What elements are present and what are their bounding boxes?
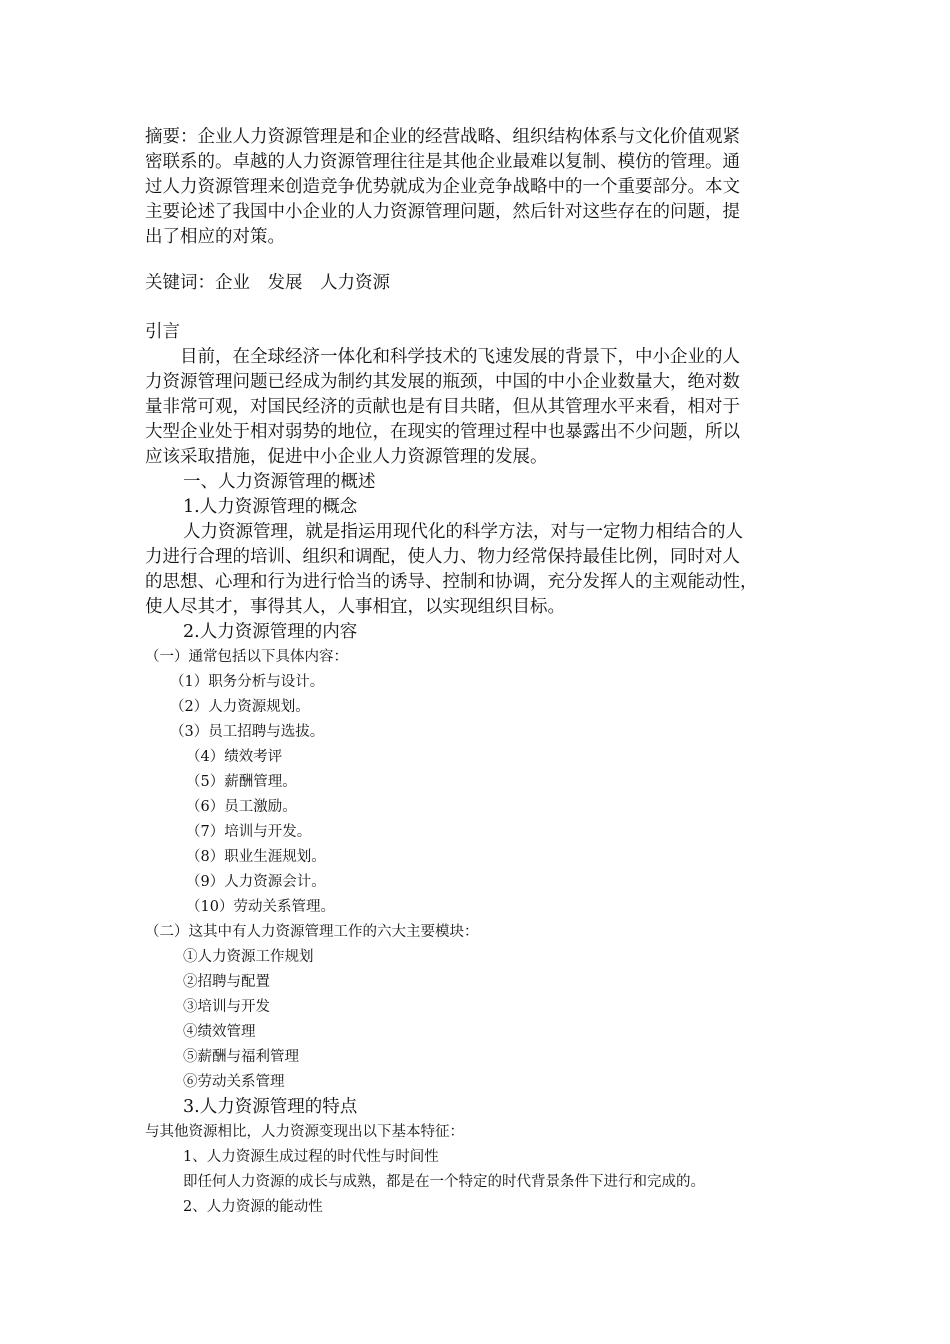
abstract-line: 主要论述了我国中小企业的人力资源管理问题，然后针对这些存在的问题，提: [145, 202, 740, 222]
keywords: 关键词：企业 发展 人力资源: [145, 273, 390, 293]
abstract-line: 密联系的。卓越的人力资源管理往往是其他企业最难以复制、模仿的管理。通: [145, 152, 740, 172]
concept-line: 的思想、心理和行为进行恰当的诱导、控制和协调，充分发挥人的主观能动性，: [145, 572, 758, 592]
abstract-paragraph: [145, 125, 740, 250]
modules-list: [183, 945, 314, 1095]
list-item: （5）薪酬管理。: [186, 774, 297, 790]
concept-line: 力进行合理的培训、组织和调配，使人力、物力经常保持最佳比例，同时对人: [145, 547, 740, 567]
features-intro: 与其他资源相比，人力资源变现出以下基本特征：: [145, 1124, 464, 1140]
list-item: （8）职业生涯规划。: [186, 849, 326, 865]
part1-label: （一）通常包括以下具体内容：: [145, 649, 348, 665]
module-item: ⑥劳动关系管理: [183, 1074, 285, 1090]
concept-line: 使人尽其才，事得其人，人事相宜，以实现组织目标。: [145, 597, 565, 617]
module-item: ②招聘与配置: [183, 974, 270, 990]
section-heading: 一、人力资源管理的概述: [183, 472, 376, 492]
list-item: （1）职务分析与设计。: [170, 674, 325, 690]
list-item: （6）员工激励。: [186, 799, 297, 815]
concept-paragraph: [145, 520, 758, 620]
subheading-features: 3.人力资源管理的特点: [183, 1097, 358, 1117]
intro-paragraph: [145, 345, 740, 470]
subheading-content: 2.人力资源管理的内容: [183, 622, 358, 642]
list-item: （9）人力资源会计。: [186, 874, 326, 890]
intro-line: 目前，在全球经济一体化和科学技术的飞速发展的背景下，中小企业的人: [145, 347, 740, 367]
intro-line: 大型企业处于相对弱势的地位，在现实的管理过程中也暴露出不少问题，所以: [145, 422, 740, 442]
subheading-concept: 1.人力资源管理的概念: [183, 497, 358, 517]
intro-title: 引言: [145, 322, 180, 342]
concept-line: 人力资源管理，就是指运用现代化的科学方法，对与一定物力相结合的人: [183, 522, 743, 542]
module-item: ④绩效管理: [183, 1024, 256, 1040]
part2-label: （二）这其中有人力资源管理工作的六大主要模块：: [145, 924, 479, 940]
feature-2-title: 2、人力资源的能动性: [183, 1199, 323, 1215]
module-item: ③培训与开发: [183, 999, 270, 1015]
list-item: （4）绩效考评: [186, 749, 283, 765]
intro-line: 应该采取措施，促进中小企业人力资源管理的发展。: [145, 447, 548, 467]
part1-list-a: [170, 670, 324, 745]
abstract-line: 摘要：企业人力资源管理是和企业的经营战略、组织结构体系与文化价值观紧: [145, 127, 740, 147]
feature-1-text: 即任何人力资源的成长与成熟，都是在一个特定的时代背景条件下进行和完成的。: [183, 1174, 705, 1190]
part1-list-b: [186, 745, 335, 920]
list-item: （7）培训与开发。: [186, 824, 312, 840]
list-item: （2）人力资源规划。: [170, 699, 310, 715]
abstract-line: 出了相应的对策。: [145, 227, 285, 247]
list-item: （10）劳动关系管理。: [186, 899, 335, 915]
feature-1-title: 1、人力资源生成过程的时代性与时间性: [183, 1149, 439, 1165]
list-item: （3）员工招聘与选拔。: [170, 724, 325, 740]
module-item: ⑤薪酬与福利管理: [183, 1049, 299, 1065]
intro-line: 力资源管理问题已经成为制约其发展的瓶颈，中国的中小企业数量大，绝对数: [145, 372, 740, 392]
module-item: ①人力资源工作规划: [183, 949, 314, 965]
abstract-line: 过人力资源管理来创造竞争优势就成为企业竞争战略中的一个重要部分。本文: [145, 177, 740, 197]
intro-line: 量非常可观，对国民经济的贡献也是有目共睹，但从其管理水平来看，相对于: [145, 397, 740, 417]
